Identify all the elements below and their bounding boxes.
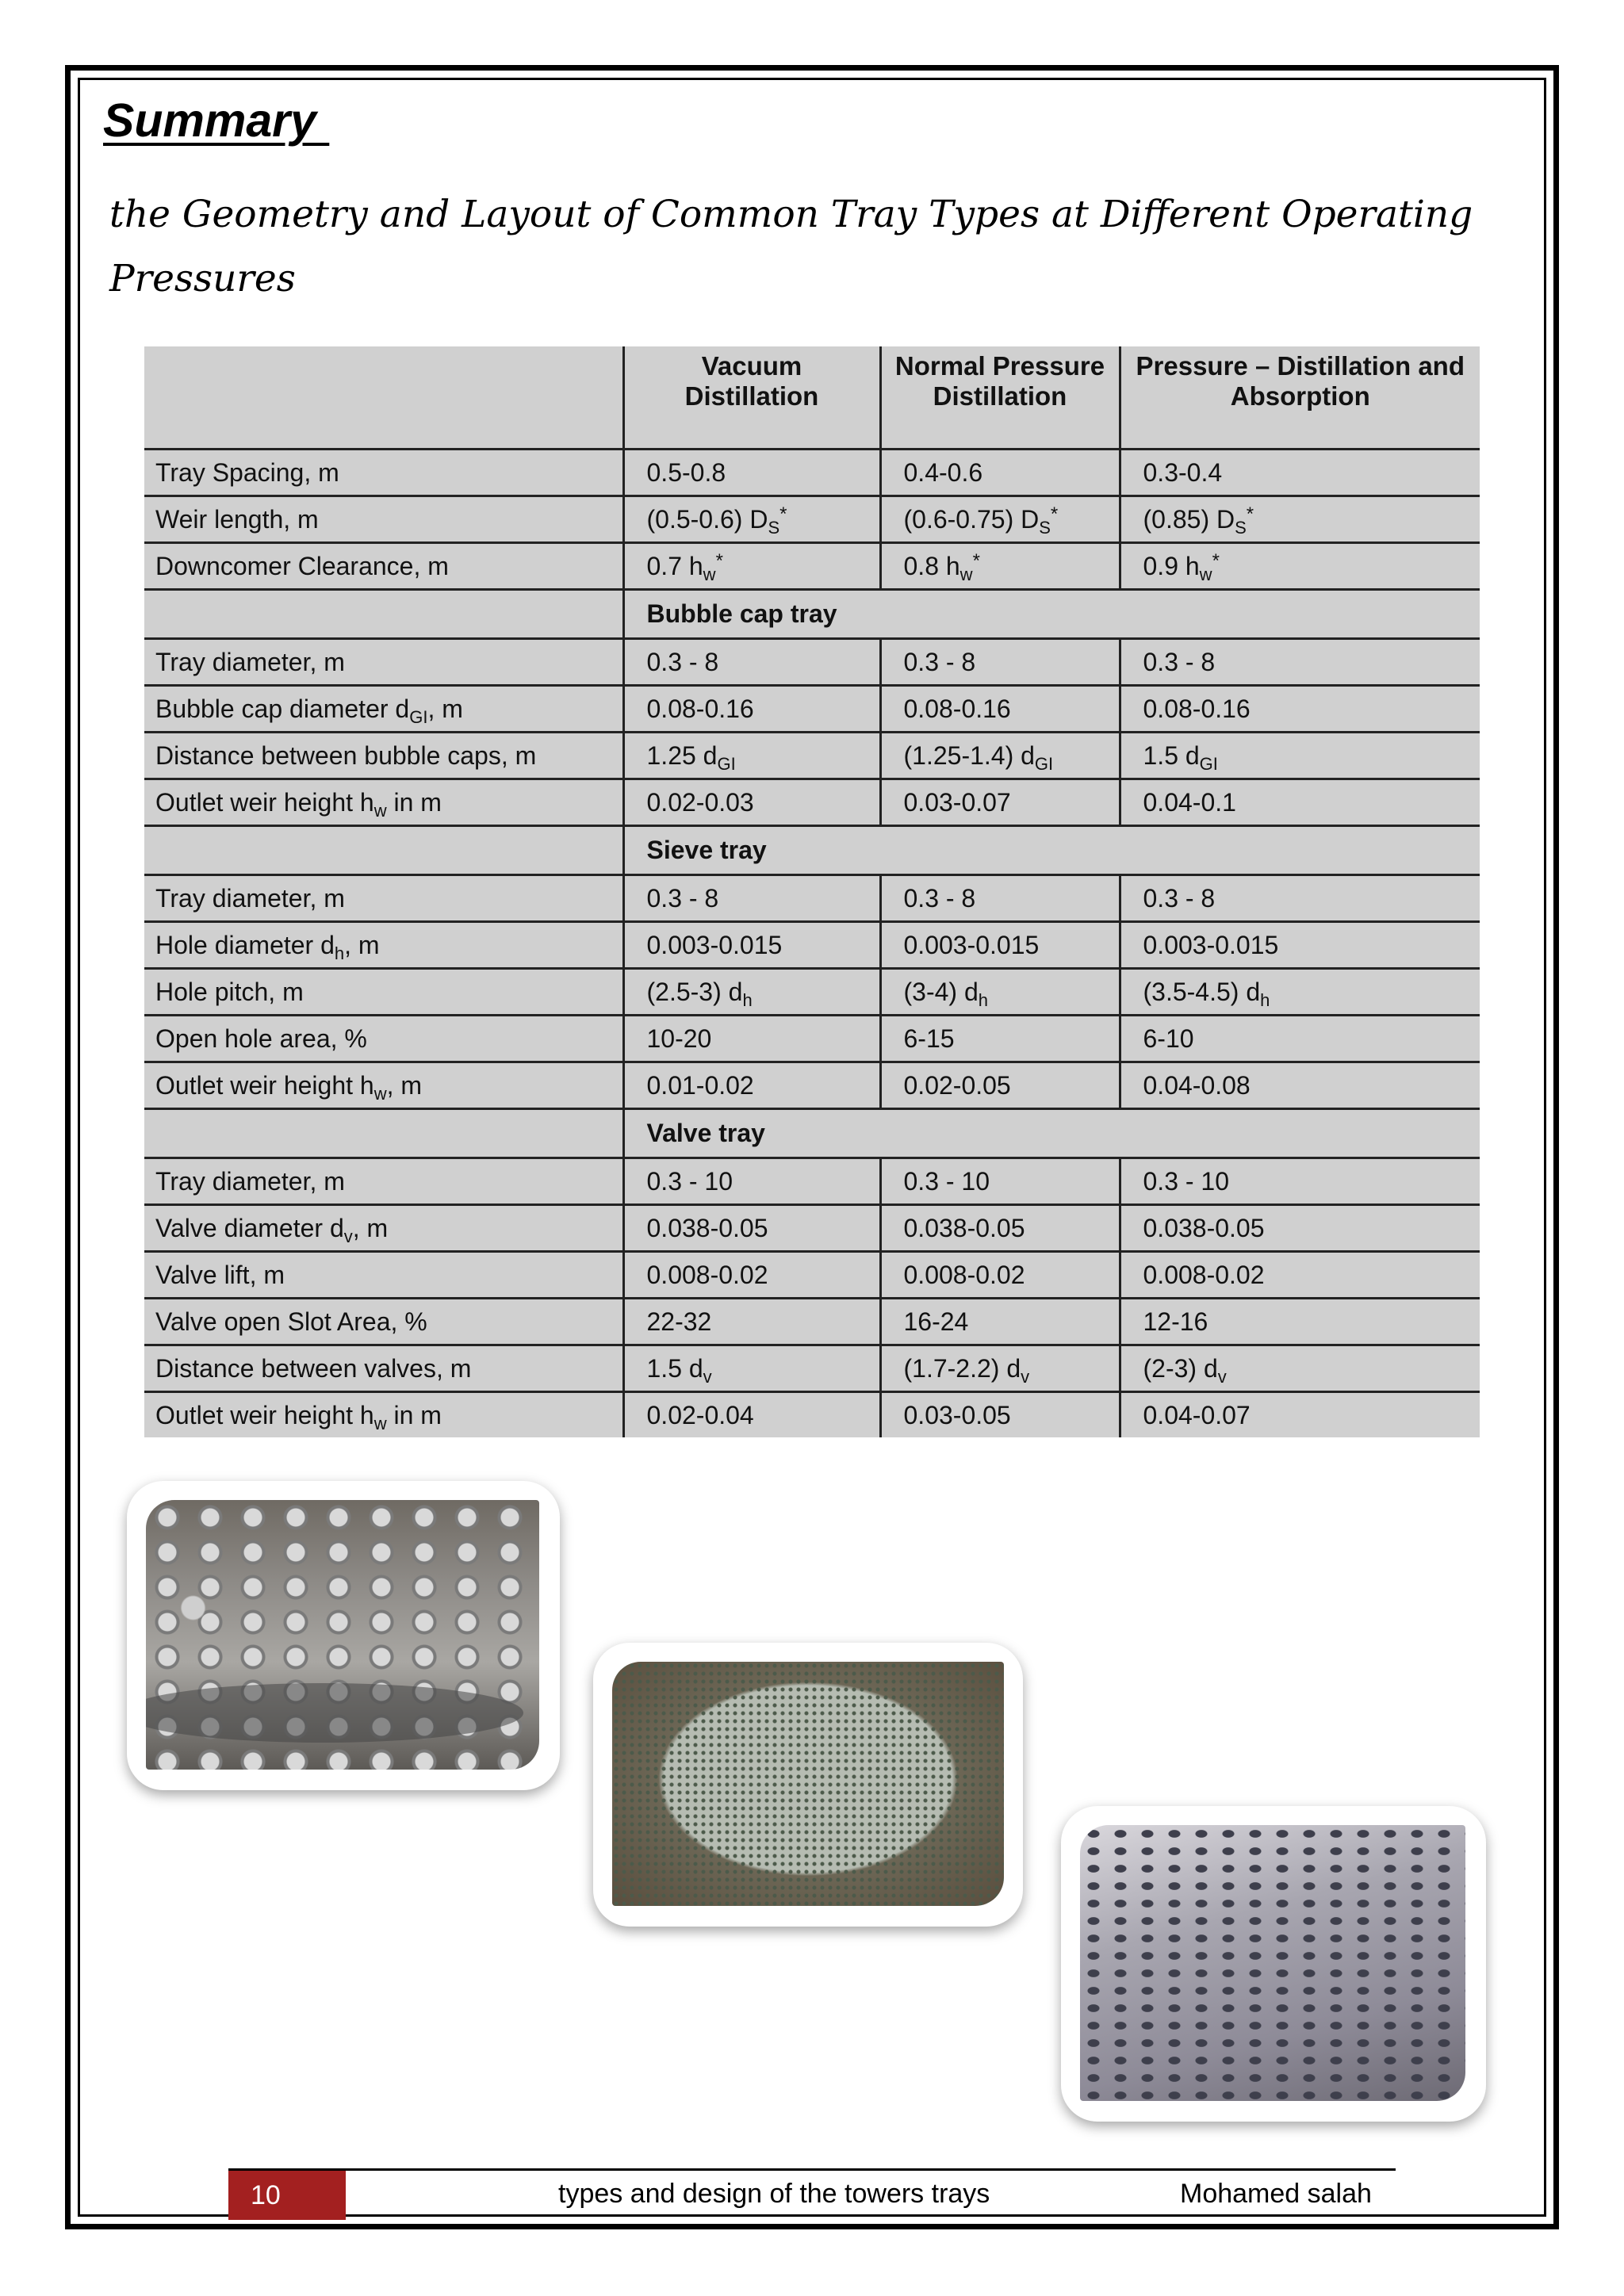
row-label: Tray diameter, m bbox=[144, 875, 623, 922]
table-row bbox=[144, 1345, 1480, 1392]
cell-vacuum: 0.02-0.04 bbox=[623, 1392, 880, 1438]
section-blank bbox=[144, 590, 623, 639]
table-row bbox=[144, 496, 1480, 543]
row-label: Weir length, m bbox=[144, 496, 623, 543]
section-blank bbox=[144, 1109, 623, 1158]
row-label: Downcomer Clearance, m bbox=[144, 543, 623, 590]
cell-normal: 0.3 - 8 bbox=[880, 639, 1120, 686]
section-blank bbox=[144, 826, 623, 875]
cell-vacuum: 0.3 - 8 bbox=[623, 875, 880, 922]
table-row bbox=[144, 922, 1480, 969]
footer-author: Mohamed salah bbox=[1180, 2179, 1372, 2209]
row-label: Valve diameter $d_v$, m bbox=[144, 1205, 623, 1252]
cell-normal: 0.038-0.05 bbox=[880, 1205, 1120, 1252]
table-row bbox=[144, 875, 1480, 922]
row-label: Tray diameter, m bbox=[144, 639, 623, 686]
cell-normal: 0.02-0.05 bbox=[880, 1062, 1120, 1109]
section-row-sieve bbox=[144, 826, 1480, 875]
row-label: Hole pitch, m bbox=[144, 969, 623, 1016]
table-row bbox=[144, 1299, 1480, 1345]
cell-normal: (1.25-1.4) $d_{GI}$ bbox=[880, 733, 1120, 779]
cell-vacuum: 0.3 - 8 bbox=[623, 639, 880, 686]
row-label: Open hole area, % bbox=[144, 1016, 623, 1062]
cell-normal: 0.003-0.015 bbox=[880, 922, 1120, 969]
cell-vacuum: 0.02-0.03 bbox=[623, 779, 880, 826]
page-number: 10 bbox=[228, 2171, 346, 2220]
table-row bbox=[144, 733, 1480, 779]
cell-normal: (0.6-0.75) $D_S^*$ bbox=[880, 496, 1120, 543]
cell-vacuum: 0.003-0.015 bbox=[623, 922, 880, 969]
page-subtitle: the Geometry and Layout of Common Tray Types at Different Operating Pressures bbox=[109, 193, 1473, 300]
cell-vacuum: 0.3 - 10 bbox=[623, 1158, 880, 1205]
cell-pressure: 0.003-0.015 bbox=[1120, 922, 1480, 969]
table-row bbox=[144, 1205, 1480, 1252]
cell-pressure: 0.04-0.1 bbox=[1120, 779, 1480, 826]
cell-vacuum: 22-32 bbox=[623, 1299, 880, 1345]
cell-pressure: 0.08-0.16 bbox=[1120, 686, 1480, 733]
cell-normal: 6-15 bbox=[880, 1016, 1120, 1062]
table-row bbox=[144, 1252, 1480, 1299]
header-vacuum: Vacuum Distillation bbox=[623, 346, 880, 450]
table-row bbox=[144, 1016, 1480, 1062]
cell-vacuum: 10-20 bbox=[623, 1016, 880, 1062]
cell-normal: 0.03-0.05 bbox=[880, 1392, 1120, 1438]
table-row bbox=[144, 779, 1480, 826]
cell-normal: 0.4-0.6 bbox=[880, 450, 1120, 496]
table-row bbox=[144, 450, 1480, 496]
cell-pressure: 12-16 bbox=[1120, 1299, 1480, 1345]
row-label: Outlet weir height $h_w$, m bbox=[144, 1062, 623, 1109]
row-label: Outlet weir height $h_w$ in m bbox=[155, 1400, 442, 1433]
cell-vacuum: (0.5-0.6) $D_S^*$ bbox=[623, 496, 880, 543]
row-label: Valve open Slot Area, % bbox=[144, 1299, 623, 1345]
table-row bbox=[144, 543, 1480, 590]
cell-pressure: 0.04-0.08 bbox=[1120, 1062, 1480, 1109]
cell-vacuum: 0.01-0.02 bbox=[623, 1062, 880, 1109]
section-row-valve bbox=[144, 1109, 1480, 1158]
footer-title: types and design of the towers trays bbox=[558, 2179, 990, 2209]
row-label: Distance between valves, m bbox=[144, 1345, 623, 1392]
cell-vacuum: 1.5 $d_v$ bbox=[623, 1345, 880, 1392]
cell-pressure: 0.038-0.05 bbox=[1120, 1205, 1480, 1252]
row-label: Hole diameter $d_h$, m bbox=[144, 922, 623, 969]
cell-normal: 0.3 - 10 bbox=[880, 1158, 1120, 1205]
cell-vacuum: 0.038-0.05 bbox=[623, 1205, 880, 1252]
cell-vacuum: 0.7 $h_w^*$ bbox=[623, 543, 880, 590]
cell-pressure: 0.9 $h_w^*$ bbox=[1120, 543, 1480, 590]
header-blank bbox=[144, 346, 623, 450]
cell-pressure: 0.3 - 8 bbox=[1120, 875, 1480, 922]
cell-pressure: 0.3-0.4 bbox=[1120, 450, 1480, 496]
cell-normal: 0.008-0.02 bbox=[880, 1252, 1120, 1299]
row-label: Valve lift, m bbox=[144, 1252, 623, 1299]
page-title: Summary bbox=[103, 94, 330, 147]
bubble-cap-tray-photo bbox=[146, 1500, 539, 1770]
table-row bbox=[144, 969, 1480, 1016]
row-label: Tray Spacing, m bbox=[144, 450, 623, 496]
table-row bbox=[144, 686, 1480, 733]
cell-vacuum: 0.08-0.16 bbox=[623, 686, 880, 733]
cell-pressure: (3.5-4.5) $d_h$ bbox=[1120, 969, 1480, 1016]
cell-normal: 16-24 bbox=[880, 1299, 1120, 1345]
row-label: Tray diameter, m bbox=[144, 1158, 623, 1205]
cell-pressure: 1.5 $d_{GI}$ bbox=[1120, 733, 1480, 779]
section-heading: Sieve tray bbox=[623, 826, 1480, 875]
table-row bbox=[144, 1062, 1480, 1109]
section-heading: Bubble cap tray bbox=[623, 590, 1480, 639]
sieve-tray-photo bbox=[612, 1662, 1004, 1906]
valve-tray-photo bbox=[1080, 1825, 1465, 2101]
cell-vacuum: 0.5-0.8 bbox=[623, 450, 880, 496]
cell-vacuum: 0.008-0.02 bbox=[623, 1252, 880, 1299]
cell-pressure: 6-10 bbox=[1120, 1016, 1480, 1062]
cell-normal: (3-4) $d_h$ bbox=[880, 969, 1120, 1016]
cell-vacuum: (2.5-3) $d_h$ bbox=[623, 969, 880, 1016]
row-label: Distance between bubble caps, m bbox=[144, 733, 623, 779]
cell-pressure: 0.3 - 8 bbox=[1120, 639, 1480, 686]
cell-normal: (1.7-2.2) $d_v$ bbox=[880, 1345, 1120, 1392]
row-label: Bubble cap diameter $d_{GI}$, m bbox=[144, 686, 623, 733]
cell-normal: 0.8 $h_w^*$ bbox=[880, 543, 1120, 590]
table-row bbox=[144, 639, 1480, 686]
cell-pressure: 0.008-0.02 bbox=[1120, 1252, 1480, 1299]
cell-pressure: (0.85) $D_S^*$ bbox=[1120, 496, 1480, 543]
cell-normal: 0.3 - 8 bbox=[880, 875, 1120, 922]
cell-pressure: 0.04-0.07 bbox=[1120, 1392, 1480, 1438]
tray-geometry-table bbox=[144, 346, 1480, 1437]
table-row bbox=[144, 1158, 1480, 1205]
cell-vacuum: 1.25 $d_{GI}$ bbox=[623, 733, 880, 779]
table-row bbox=[144, 1392, 1480, 1438]
section-row-bubble-cap bbox=[144, 590, 1480, 639]
cell-pressure: (2-3) $d_v$ bbox=[1120, 1345, 1480, 1392]
row-label: Outlet weir height $h_w$ in m bbox=[144, 779, 623, 826]
cell-normal: 0.08-0.16 bbox=[880, 686, 1120, 733]
footer-rule bbox=[228, 2168, 1396, 2171]
table-header-row bbox=[144, 346, 1480, 450]
header-normal: Normal Pressure Distillation bbox=[880, 346, 1120, 450]
cell-pressure: 0.3 - 10 bbox=[1120, 1158, 1480, 1205]
cell-normal: 0.03-0.07 bbox=[880, 779, 1120, 826]
header-pressure: Pressure – Distillation and Absorption bbox=[1120, 346, 1480, 450]
section-heading: Valve tray bbox=[623, 1109, 1480, 1158]
